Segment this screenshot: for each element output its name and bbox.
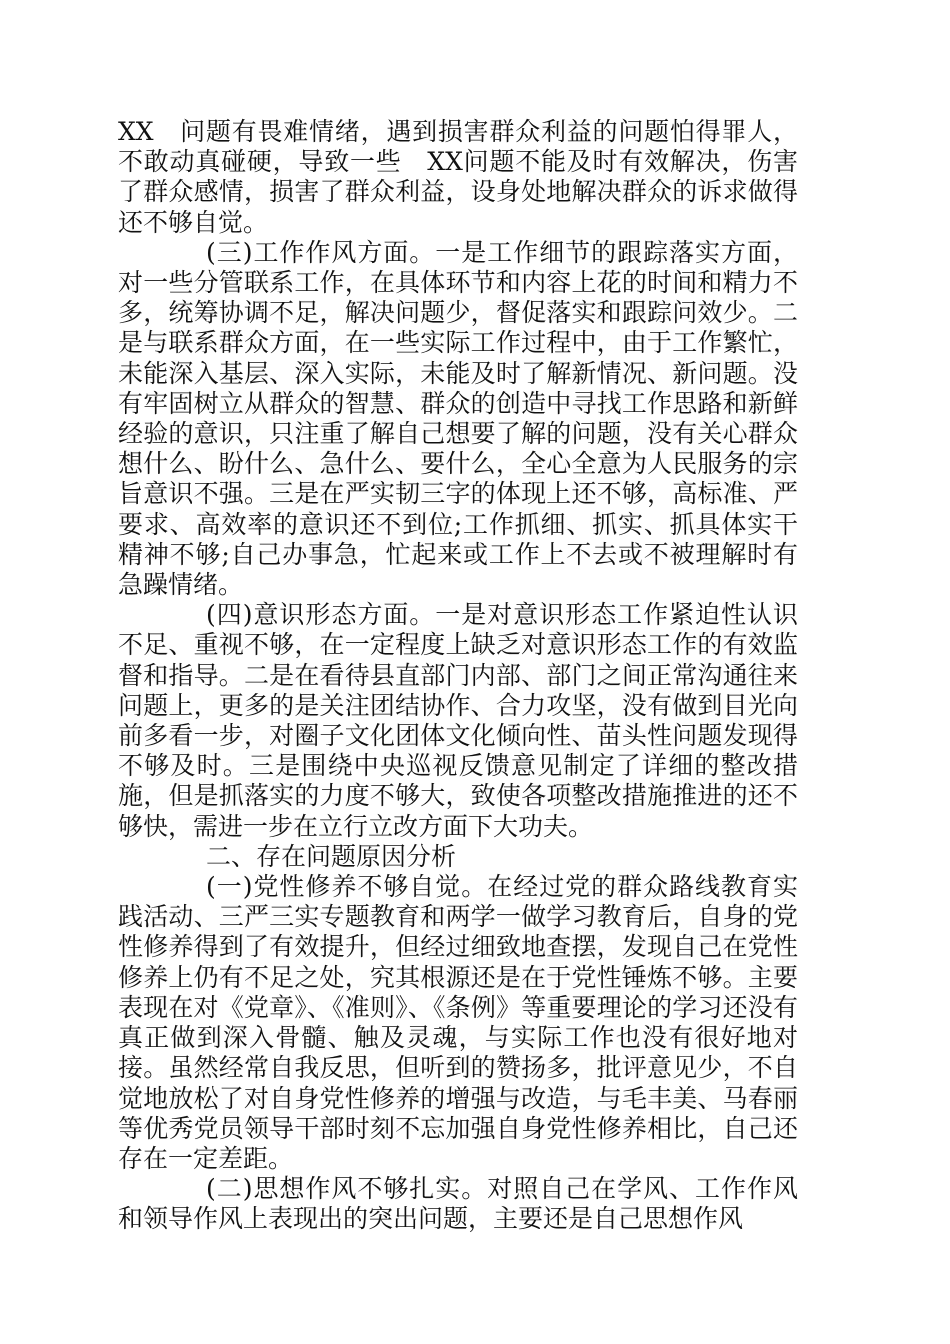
paragraph-party-spirit: (一)党性修养不够自觉。在经过党的群众路线教育实践活动、三严三实专题教育和两学一做学习教育后，自身的党性修养得到了有效提升，但经过细致地查摆，发现自己在党性修养上仍有不足之处，究其根源还是在于党性锤炼不够。主要表现在对《党章》、《准则》、《条例》等重要理论的学习还没有真正做到深入骨髓、触及灵魂，与实际工作也没有很好地对接。虽然经常自我反思，但听到的赞扬多，批评意见少，不自觉地放松了对自身党性修养的增强与改造，与毛丰美、马春丽等优秀党员领导干部时刻不忘加强自身党性修养相比，自己还存在一定差距。 [118, 872, 798, 1173]
document-body [118, 117, 798, 1235]
paragraph-thought-style: (二)思想作风不够扎实。对照自己在学风、工作作风和领导作风上表现出的突出问题，主要还是自己思想作风 [118, 1174, 798, 1234]
section-heading-cause-analysis: 二、存在问题原因分析 [206, 841, 457, 871]
paragraph-ideology: (四)意识形态方面。一是对意识形态工作紧迫性认识不足、重视不够，在一定程度上缺乏对意识形态工作的有效监督和指导。二是在看待县直部门内部、部门之间正常沟通往来问题上，更多的是关注团结协作、合力攻坚，没有做到目光向前多看一步，对圈子文化团体文化倾向性、苗头性问题发现得不够及时。三是围绕中央巡视反馈意见制定了详细的整改措施，但是抓落实的力度不够大，致使各项整改措施推进的还不够快，需进一步在立行立改方面下大功夫。 [118, 600, 798, 841]
paragraph-work-style: (三)工作作风方面。一是工作细节的跟踪落实方面，对一些分管联系工作，在具体环节和内容上花的时间和精力不多，统筹协调不足，解决问题少，督促落实和跟踪问效少。二是与联系群众方面，在一些实际工作过程中，由于工作繁忙，未能深入基层、深入实际，未能及时了解新情况、新问题。没有牢固树立从群众的智慧、群众的创造中寻找工作思路和新鲜经验的意识，只注重了解自己想要了解的问题，没有关心群众想什么、盼什么、急什么、要什么，全心全意为人民服务的宗旨意识不强。三是在严实韧三字的体现上还不够，高标准、严要求、高效率的意识还不到位;工作抓细、抓实、抓具体实干精神不够;自己办事急，忙起来或工作上不去或不被理解时有急躁情绪。 [118, 237, 798, 600]
paragraph-continuation: XX 问题有畏难情绪，遇到损害群众利益的问题怕得罪人，不敢动真碰硬，导致一些 XX问题不能及时有效解决，伤害了群众感情，损害了群众利益，设身处地解决群众的诉求做得还不够自觉。 [118, 117, 798, 237]
